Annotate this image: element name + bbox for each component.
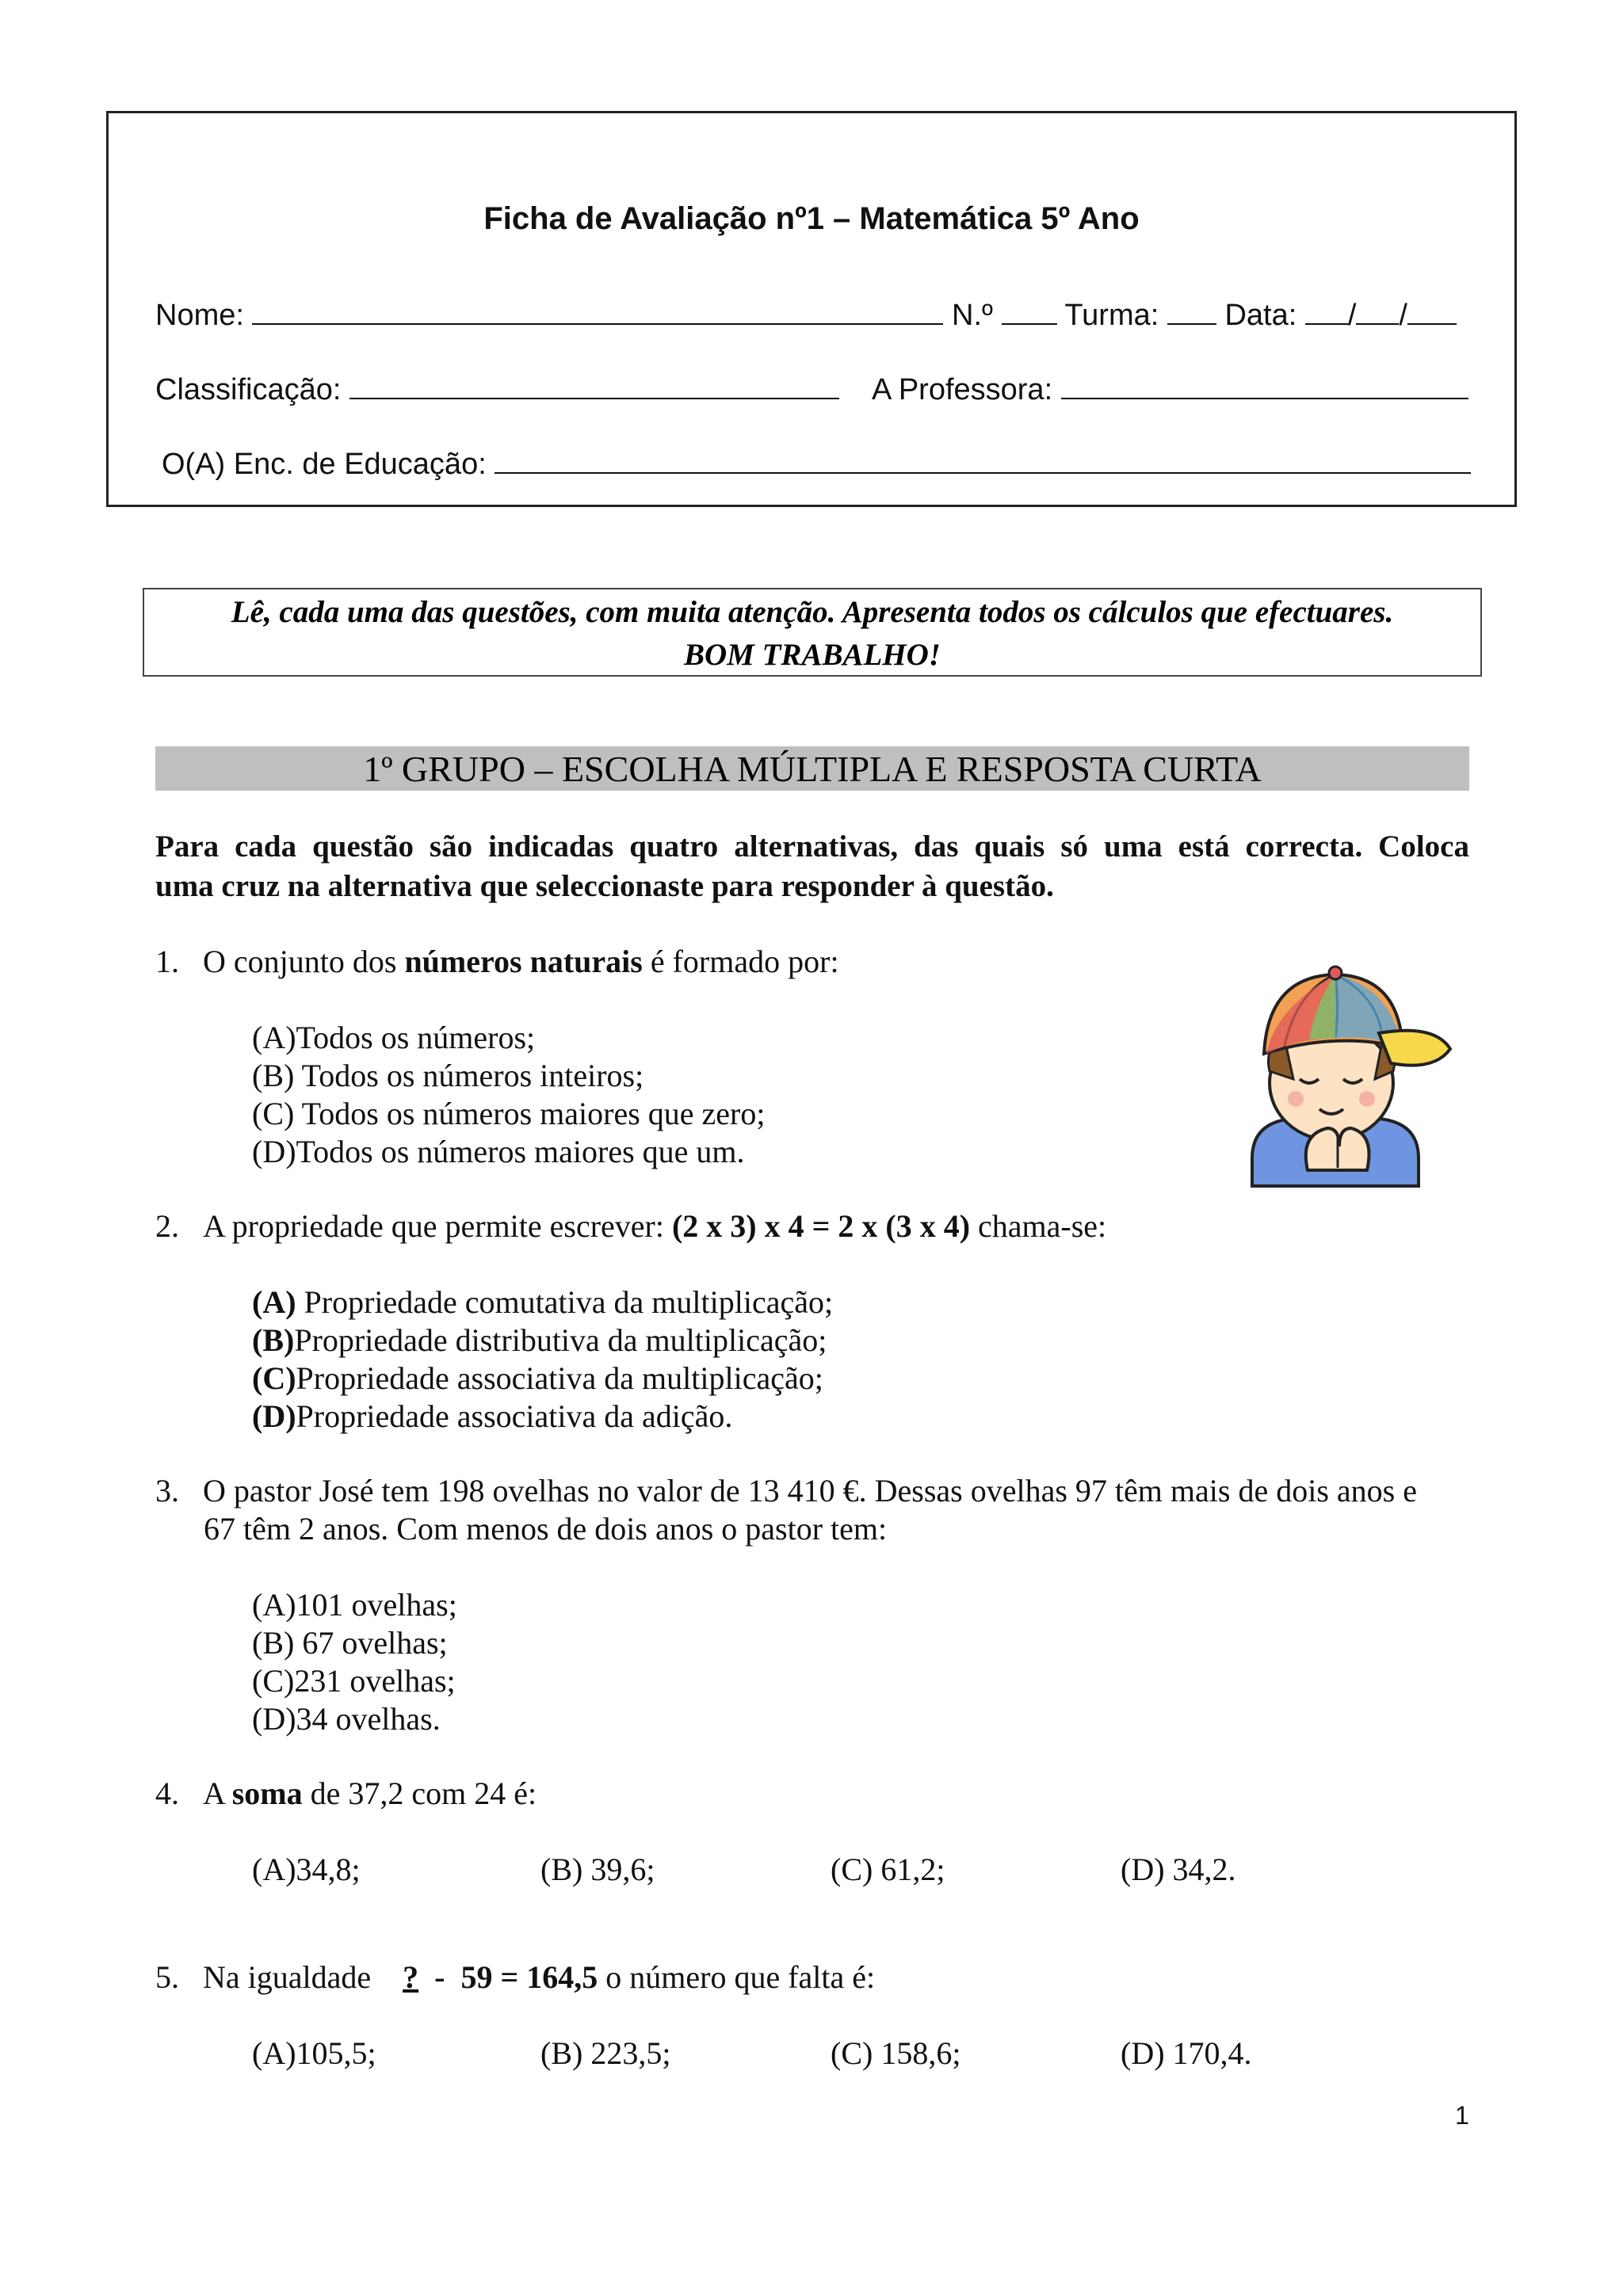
option-4a[interactable]: (A)34,8; xyxy=(252,1852,361,1887)
option-5d[interactable]: (D) 170,4. xyxy=(1121,2035,1252,2071)
option-1d[interactable]: (D)Todos os números maiores que um. xyxy=(252,1134,745,1169)
question-number: 3. xyxy=(155,1473,179,1508)
question-number: 2. xyxy=(155,1208,179,1244)
date-year-field[interactable] xyxy=(1407,296,1457,325)
option-2d[interactable]: (D)Propriedade associativa da adição. xyxy=(252,1398,733,1434)
turma-label: Turma: xyxy=(1064,299,1159,332)
group-intro-line1: Para cada questão são indicadas quatro alternativas, das quais só uma está correcta. Coloca xyxy=(155,830,1469,864)
date-month-field[interactable] xyxy=(1356,296,1399,325)
data-label: Data: xyxy=(1224,299,1297,332)
group-intro-line2: uma cruz na alternativa que seleccionaste para responder à questão. xyxy=(155,869,1054,903)
option-1b[interactable]: (B) Todos os números inteiros; xyxy=(252,1058,644,1093)
option-2a[interactable]: (A) Propriedade comutativa da multiplicação; xyxy=(252,1284,834,1320)
question-number: 5. xyxy=(155,1959,179,1995)
question-2: 2. A propriedade que permite escrever: (2 x 3) x 4 = 2 x (3 x 4) chama-se: xyxy=(155,1208,1107,1244)
worksheet-title: Ficha de Avaliação nº1 – Matemática 5º Ano xyxy=(483,201,1140,236)
praying-boy-with-cap-icon xyxy=(1220,960,1458,1198)
question-3-line2: 67 têm 2 anos. Com menos de dois anos o pastor tem: xyxy=(204,1511,888,1547)
enc-educacao-label: O(A) Enc. de Educação: xyxy=(162,448,487,481)
option-5a[interactable]: (A)105,5; xyxy=(252,2035,376,2071)
option-3b[interactable]: (B) 67 ovelhas; xyxy=(252,1625,448,1661)
page-number: 1 xyxy=(1455,2101,1469,2130)
classificacao-label: Classificação: xyxy=(155,373,342,406)
professora-field[interactable] xyxy=(1061,371,1468,399)
option-4c[interactable]: (C) 61,2; xyxy=(831,1852,945,1887)
classificacao-field[interactable] xyxy=(349,371,839,399)
group-title: 1º GRUPO – ESCOLHA MÚLTIPLA E RESPOSTA CURTA xyxy=(363,749,1262,789)
option-2c[interactable]: (C)Propriedade associativa da multiplicação; xyxy=(252,1360,823,1396)
option-3d[interactable]: (D)34 ovelhas. xyxy=(252,1701,441,1737)
numero-field[interactable] xyxy=(1002,296,1057,325)
option-4d[interactable]: (D) 34,2. xyxy=(1121,1852,1236,1887)
nome-field[interactable] xyxy=(252,296,943,325)
option-4b[interactable]: (B) 39,6; xyxy=(540,1852,655,1887)
option-1a[interactable]: (A)Todos os números; xyxy=(252,1020,536,1055)
nome-label: Nome: xyxy=(155,299,244,332)
classificacao-row xyxy=(155,371,1468,407)
question-4: 4. A soma de 37,2 com 24 é: xyxy=(155,1775,537,1811)
professora-label: A Professora: xyxy=(872,373,1053,406)
enc-educacao-field[interactable] xyxy=(495,445,1471,474)
enc-educacao-row xyxy=(162,445,1471,482)
question-1: 1. O conjunto dos números naturais é formado por: xyxy=(155,944,839,979)
question-3: 3. O pastor José tem 198 ovelhas no valor de 13 410 €. Dessas ovelhas 97 têm mais de dois anos e xyxy=(155,1473,1417,1508)
nome-row xyxy=(155,296,1457,333)
date-separator: / xyxy=(1399,299,1407,332)
instructions-line: Lê, cada uma das questões, com muita atenção. Apresenta todos os cálculos que efectuares. xyxy=(231,595,1394,629)
date-day-field[interactable] xyxy=(1305,296,1348,325)
date-separator: / xyxy=(1347,299,1357,332)
question-number: 1. xyxy=(155,944,179,979)
option-5c[interactable]: (C) 158,6; xyxy=(831,2035,961,2071)
option-3c[interactable]: (C)231 ovelhas; xyxy=(252,1663,456,1699)
numero-label: N.º xyxy=(952,299,993,332)
question-5: 5. Na igualdade ? - 59 = 164,5 o número que falta é: xyxy=(155,1959,876,1995)
option-5b[interactable]: (B) 223,5; xyxy=(540,2035,671,2071)
turma-field[interactable] xyxy=(1167,296,1216,325)
missing-number-mark: ? xyxy=(403,1959,419,1995)
instructions-box xyxy=(143,588,1482,677)
question-number: 4. xyxy=(155,1775,179,1811)
good-work-text: BOM TRABALHO! xyxy=(684,638,941,672)
group-title-bar xyxy=(155,746,1469,791)
option-1c[interactable]: (C) Todos os números maiores que zero; xyxy=(252,1096,766,1131)
option-3a[interactable]: (A)101 ovelhas; xyxy=(252,1587,457,1623)
option-2b[interactable]: (B)Propriedade distributiva da multiplicação; xyxy=(252,1322,827,1358)
